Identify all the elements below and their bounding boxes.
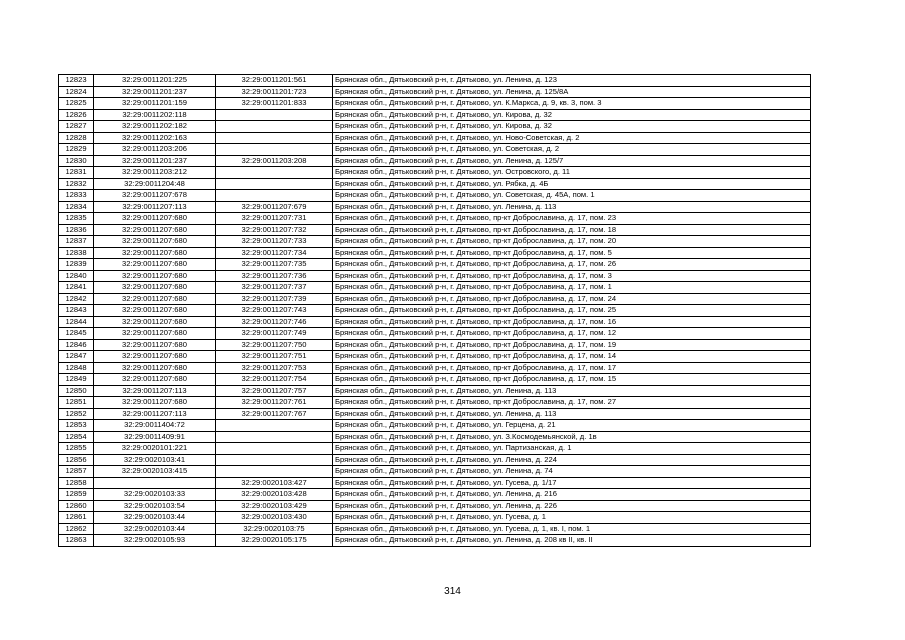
row-number-cell: 12851 bbox=[59, 397, 94, 409]
object-cadastral-number-cell: 32:29:0011207:750 bbox=[216, 339, 333, 351]
cadastral-number-cell: 32:29:0011201:237 bbox=[94, 155, 216, 167]
object-cadastral-number-cell: 32:29:0020103:427 bbox=[216, 477, 333, 489]
table-row bbox=[59, 535, 811, 547]
address-cell: Брянская обл., Дятьковский р-н, г. Дятьково, пр-кт Доброславина, д. 17, пом. 12 bbox=[333, 328, 811, 340]
table-row bbox=[59, 224, 811, 236]
registry-table-body bbox=[59, 75, 811, 547]
table-row bbox=[59, 316, 811, 328]
table-row bbox=[59, 512, 811, 524]
address-cell: Брянская обл., Дятьковский р-н, г. Дятьково, пр-кт Доброславина, д. 17, пом. 15 bbox=[333, 374, 811, 386]
object-cadastral-number-cell: 32:29:0011207:754 bbox=[216, 374, 333, 386]
address-cell: Брянская обл., Дятьковский р-н, г. Дятьково, ул. Ленина, д. 226 bbox=[333, 500, 811, 512]
table-row bbox=[59, 420, 811, 432]
address-cell: Брянская обл., Дятьковский р-н, г. Дятьково, пр-кт Доброславина, д. 17, пом. 5 bbox=[333, 247, 811, 259]
row-number-cell: 12857 bbox=[59, 466, 94, 478]
cadastral-number-cell: 32:29:0011207:680 bbox=[94, 236, 216, 248]
table-row bbox=[59, 167, 811, 179]
object-cadastral-number-cell: 32:29:0020103:430 bbox=[216, 512, 333, 524]
cadastral-number-cell: 32:29:0011207:680 bbox=[94, 397, 216, 409]
cadastral-number-cell: 32:29:0011204:48 bbox=[94, 178, 216, 190]
cadastral-number-cell: 32:29:0011207:680 bbox=[94, 316, 216, 328]
address-cell: Брянская обл., Дятьковский р-н, г. Дятьково, ул. Гусева, д. 1/17 bbox=[333, 477, 811, 489]
cadastral-number-cell: 32:29:0011201:225 bbox=[94, 75, 216, 87]
cadastral-number-cell: 32:29:0011207:680 bbox=[94, 270, 216, 282]
cadastral-number-cell: 32:29:0020103:415 bbox=[94, 466, 216, 478]
address-cell: Брянская обл., Дятьковский р-н, г. Дятьково, пр-кт Доброславина, д. 17, пом. 17 bbox=[333, 362, 811, 374]
row-number-cell: 12859 bbox=[59, 489, 94, 501]
row-number-cell: 12849 bbox=[59, 374, 94, 386]
object-cadastral-number-cell: 32:29:0011207:736 bbox=[216, 270, 333, 282]
table-row bbox=[59, 236, 811, 248]
address-cell: Брянская обл., Дятьковский р-н, г. Дятьково, ул. Кирова, д. 32 bbox=[333, 121, 811, 133]
object-cadastral-number-cell: 32:29:0011207:734 bbox=[216, 247, 333, 259]
table-row bbox=[59, 132, 811, 144]
table-row bbox=[59, 500, 811, 512]
row-number-cell: 12826 bbox=[59, 109, 94, 121]
row-number-cell: 12863 bbox=[59, 535, 94, 547]
object-cadastral-number-cell: 32:29:0011207:743 bbox=[216, 305, 333, 317]
cadastral-number-cell: 32:29:0020103:41 bbox=[94, 454, 216, 466]
object-cadastral-number-cell: 32:29:0011207:767 bbox=[216, 408, 333, 420]
cadastral-number-cell: 32:29:0011207:680 bbox=[94, 328, 216, 340]
object-cadastral-number-cell: 32:29:0011207:732 bbox=[216, 224, 333, 236]
table-row bbox=[59, 431, 811, 443]
address-cell: Брянская обл., Дятьковский р-н, г. Дятьково, пр-кт Доброславина, д. 17, пом. 27 bbox=[333, 397, 811, 409]
cadastral-number-cell: 32:29:0011207:113 bbox=[94, 408, 216, 420]
row-number-cell: 12830 bbox=[59, 155, 94, 167]
table-row bbox=[59, 351, 811, 363]
row-number-cell: 12831 bbox=[59, 167, 94, 179]
cadastral-number-cell: 32:29:0011207:113 bbox=[94, 385, 216, 397]
cadastral-number-cell: 32:29:0020103:44 bbox=[94, 523, 216, 535]
cadastral-number-cell: 32:29:0011207:680 bbox=[94, 247, 216, 259]
cadastral-number-cell: 32:29:0011201:159 bbox=[94, 98, 216, 110]
object-cadastral-number-cell: 32:29:0011207:757 bbox=[216, 385, 333, 397]
cadastral-number-cell: 32:29:0011207:680 bbox=[94, 339, 216, 351]
row-number-cell: 12856 bbox=[59, 454, 94, 466]
row-number-cell: 12841 bbox=[59, 282, 94, 294]
cadastral-number-cell: 32:29:0020103:44 bbox=[94, 512, 216, 524]
address-cell: Брянская обл., Дятьковский р-н, г. Дятьково, пр-кт Доброславина, д. 17, пом. 16 bbox=[333, 316, 811, 328]
row-number-cell: 12834 bbox=[59, 201, 94, 213]
address-cell: Брянская обл., Дятьковский р-н, г. Дятьково, пр-кт Доброславина, д. 17, пом. 1 bbox=[333, 282, 811, 294]
table-row bbox=[59, 328, 811, 340]
table-row bbox=[59, 86, 811, 98]
row-number-cell: 12825 bbox=[59, 98, 94, 110]
object-cadastral-number-cell: 32:29:0020105:175 bbox=[216, 535, 333, 547]
address-cell: Брянская обл., Дятьковский р-н, г. Дятьково, ул. Ленина, д. 74 bbox=[333, 466, 811, 478]
row-number-cell: 12848 bbox=[59, 362, 94, 374]
table-row bbox=[59, 270, 811, 282]
row-number-cell: 12827 bbox=[59, 121, 94, 133]
cadastral-number-cell: 32:29:0011207:678 bbox=[94, 190, 216, 202]
row-number-cell: 12850 bbox=[59, 385, 94, 397]
row-number-cell: 12833 bbox=[59, 190, 94, 202]
table-row bbox=[59, 247, 811, 259]
address-cell: Брянская обл., Дятьковский р-н, г. Дятьково, пр-кт Доброславина, д. 17, пом. 3 bbox=[333, 270, 811, 282]
table-row bbox=[59, 489, 811, 501]
table-row bbox=[59, 443, 811, 455]
cadastral-number-cell: 32:29:0011409:91 bbox=[94, 431, 216, 443]
object-cadastral-number-cell: 32:29:0011207:679 bbox=[216, 201, 333, 213]
address-cell: Брянская обл., Дятьковский р-н, г. Дятьково, ул. Ленина, д. 125/8А bbox=[333, 86, 811, 98]
table-row bbox=[59, 121, 811, 133]
table-row bbox=[59, 98, 811, 110]
object-cadastral-number-cell bbox=[216, 178, 333, 190]
page-number: 314 bbox=[444, 586, 461, 597]
table-row bbox=[59, 109, 811, 121]
row-number-cell: 12844 bbox=[59, 316, 94, 328]
object-cadastral-number-cell: 32:29:0020103:429 bbox=[216, 500, 333, 512]
address-cell: Брянская обл., Дятьковский р-н, г. Дятьково, пр-кт Доброславина, д. 17, пом. 23 bbox=[333, 213, 811, 225]
object-cadastral-number-cell: 32:29:0011207:761 bbox=[216, 397, 333, 409]
address-cell: Брянская обл., Дятьковский р-н, г. Дятьково, ул. Ленина, д. 224 bbox=[333, 454, 811, 466]
table-row bbox=[59, 213, 811, 225]
cadastral-number-cell: 32:29:0011207:680 bbox=[94, 259, 216, 271]
address-cell: Брянская обл., Дятьковский р-н, г. Дятьково, ул. Гусева, д. 1, кв. I, пом. 1 bbox=[333, 523, 811, 535]
cadastral-number-cell: 32:29:0011207:113 bbox=[94, 201, 216, 213]
table-row bbox=[59, 144, 811, 156]
table-row bbox=[59, 408, 811, 420]
address-cell: Брянская обл., Дятьковский р-н, г. Дятьково, ул. Ленина, д. 123 bbox=[333, 75, 811, 87]
table-row bbox=[59, 155, 811, 167]
object-cadastral-number-cell bbox=[216, 454, 333, 466]
row-number-cell: 12837 bbox=[59, 236, 94, 248]
object-cadastral-number-cell: 32:29:0011201:723 bbox=[216, 86, 333, 98]
row-number-cell: 12855 bbox=[59, 443, 94, 455]
cadastral-number-cell: 32:29:0011207:680 bbox=[94, 374, 216, 386]
address-cell: Брянская обл., Дятьковский р-н, г. Дятьково, ул. Ленина, д. 113 bbox=[333, 408, 811, 420]
object-cadastral-number-cell bbox=[216, 431, 333, 443]
row-number-cell: 12829 bbox=[59, 144, 94, 156]
address-cell: Брянская обл., Дятьковский р-н, г. Дятьково, ул. Островского, д. 11 bbox=[333, 167, 811, 179]
row-number-cell: 12852 bbox=[59, 408, 94, 420]
row-number-cell: 12845 bbox=[59, 328, 94, 340]
address-cell: Брянская обл., Дятьковский р-н, г. Дятьково, ул. К.Маркса, д. 9, кв. 3, пом. 3 bbox=[333, 98, 811, 110]
object-cadastral-number-cell bbox=[216, 167, 333, 179]
address-cell: Брянская обл., Дятьковский р-н, г. Дятьково, ул. Ленина, д. 113 bbox=[333, 385, 811, 397]
table-row bbox=[59, 178, 811, 190]
address-cell: Брянская обл., Дятьковский р-н, г. Дятьково, ул. Советская, д. 2 bbox=[333, 144, 811, 156]
object-cadastral-number-cell bbox=[216, 144, 333, 156]
row-number-cell: 12840 bbox=[59, 270, 94, 282]
table-row bbox=[59, 190, 811, 202]
cadastral-number-cell: 32:29:0020101:221 bbox=[94, 443, 216, 455]
address-cell: Брянская обл., Дятьковский р-н, г. Дятьково, ул. Советская, д. 45А, пом. 1 bbox=[333, 190, 811, 202]
object-cadastral-number-cell: 32:29:0020103:75 bbox=[216, 523, 333, 535]
cadastral-number-cell: 32:29:0011207:680 bbox=[94, 351, 216, 363]
object-cadastral-number-cell bbox=[216, 443, 333, 455]
table-row bbox=[59, 259, 811, 271]
object-cadastral-number-cell: 32:29:0011207:735 bbox=[216, 259, 333, 271]
cadastral-number-cell: 32:29:0020103:33 bbox=[94, 489, 216, 501]
row-number-cell: 12838 bbox=[59, 247, 94, 259]
cadastral-number-cell: 32:29:0020105:93 bbox=[94, 535, 216, 547]
object-cadastral-number-cell: 32:29:0011207:737 bbox=[216, 282, 333, 294]
cadastral-number-cell: 32:29:0011404:72 bbox=[94, 420, 216, 432]
address-cell: Брянская обл., Дятьковский р-н, г. Дятьково, пр-кт Доброславина, д. 17, пом. 18 bbox=[333, 224, 811, 236]
cadastral-number-cell bbox=[94, 477, 216, 489]
object-cadastral-number-cell bbox=[216, 466, 333, 478]
row-number-cell: 12854 bbox=[59, 431, 94, 443]
table-row bbox=[59, 385, 811, 397]
object-cadastral-number-cell: 32:29:0011207:751 bbox=[216, 351, 333, 363]
row-number-cell: 12839 bbox=[59, 259, 94, 271]
table-row bbox=[59, 466, 811, 478]
object-cadastral-number-cell bbox=[216, 132, 333, 144]
object-cadastral-number-cell: 32:29:0011207:753 bbox=[216, 362, 333, 374]
address-cell: Брянская обл., Дятьковский р-н, г. Дятьково, пр-кт Доброславина, д. 17, пом. 19 bbox=[333, 339, 811, 351]
table-row bbox=[59, 282, 811, 294]
cadastral-number-cell: 32:29:0011207:680 bbox=[94, 224, 216, 236]
row-number-cell: 12846 bbox=[59, 339, 94, 351]
address-cell: Брянская обл., Дятьковский р-н, г. Дятьково, ул. Партизанская, д. 1 bbox=[333, 443, 811, 455]
address-cell: Брянская обл., Дятьковский р-н, г. Дятьково, ул. Ленина, д. 113 bbox=[333, 201, 811, 213]
row-number-cell: 12862 bbox=[59, 523, 94, 535]
object-cadastral-number-cell: 32:29:0011207:749 bbox=[216, 328, 333, 340]
table-row bbox=[59, 523, 811, 535]
row-number-cell: 12843 bbox=[59, 305, 94, 317]
row-number-cell: 12861 bbox=[59, 512, 94, 524]
address-cell: Брянская обл., Дятьковский р-н, г. Дятьково, ул. Ленина, д. 216 bbox=[333, 489, 811, 501]
table-row bbox=[59, 293, 811, 305]
object-cadastral-number-cell: 32:29:0011207:746 bbox=[216, 316, 333, 328]
cadastral-number-cell: 32:29:0011207:680 bbox=[94, 282, 216, 294]
cadastral-number-cell: 32:29:0011202:182 bbox=[94, 121, 216, 133]
object-cadastral-number-cell bbox=[216, 190, 333, 202]
row-number-cell: 12823 bbox=[59, 75, 94, 87]
cadastral-number-cell: 32:29:0011207:680 bbox=[94, 362, 216, 374]
cadastral-number-cell: 32:29:0011203:212 bbox=[94, 167, 216, 179]
row-number-cell: 12858 bbox=[59, 477, 94, 489]
address-cell: Брянская обл., Дятьковский р-н, г. Дятьково, ул. Герцена, д. 21 bbox=[333, 420, 811, 432]
row-number-cell: 12860 bbox=[59, 500, 94, 512]
cadastral-number-cell: 32:29:0020103:54 bbox=[94, 500, 216, 512]
cadastral-number-cell: 32:29:0011207:680 bbox=[94, 305, 216, 317]
object-cadastral-number-cell bbox=[216, 121, 333, 133]
table-row bbox=[59, 305, 811, 317]
cadastral-number-cell: 32:29:0011207:680 bbox=[94, 213, 216, 225]
table-row bbox=[59, 362, 811, 374]
address-cell: Брянская обл., Дятьковский р-н, г. Дятьково, пр-кт Доброславина, д. 17, пом. 25 bbox=[333, 305, 811, 317]
row-number-cell: 12842 bbox=[59, 293, 94, 305]
row-number-cell: 12835 bbox=[59, 213, 94, 225]
object-cadastral-number-cell bbox=[216, 420, 333, 432]
table-row bbox=[59, 397, 811, 409]
row-number-cell: 12836 bbox=[59, 224, 94, 236]
address-cell: Брянская обл., Дятьковский р-н, г. Дятьково, ул. Гусева, д. 1 bbox=[333, 512, 811, 524]
object-cadastral-number-cell: 32:29:0011203:208 bbox=[216, 155, 333, 167]
object-cadastral-number-cell: 32:29:0011201:833 bbox=[216, 98, 333, 110]
address-cell: Брянская обл., Дятьковский р-н, г. Дятьково, ул. Рябка, д. 4Б bbox=[333, 178, 811, 190]
address-cell: Брянская обл., Дятьковский р-н, г. Дятьково, ул. Ленина, д. 125/7 bbox=[333, 155, 811, 167]
row-number-cell: 12828 bbox=[59, 132, 94, 144]
object-cadastral-number-cell: 32:29:0011207:731 bbox=[216, 213, 333, 225]
object-cadastral-number-cell: 32:29:0011207:733 bbox=[216, 236, 333, 248]
cadastral-number-cell: 32:29:0011207:680 bbox=[94, 293, 216, 305]
address-cell: Брянская обл., Дятьковский р-н, г. Дятьково, ул. Ново-Советская, д. 2 bbox=[333, 132, 811, 144]
object-cadastral-number-cell: 32:29:0020103:428 bbox=[216, 489, 333, 501]
cadastral-number-cell: 32:29:0011202:118 bbox=[94, 109, 216, 121]
address-cell: Брянская обл., Дятьковский р-н, г. Дятьково, ул. Ленина, д. 208 кв II, кв. II bbox=[333, 535, 811, 547]
cadastral-number-cell: 32:29:0011202:163 bbox=[94, 132, 216, 144]
address-cell: Брянская обл., Дятьковский р-н, г. Дятьково, пр-кт Доброславина, д. 17, пом. 26 bbox=[333, 259, 811, 271]
table-row bbox=[59, 374, 811, 386]
table-row bbox=[59, 201, 811, 213]
table-row bbox=[59, 339, 811, 351]
cadastral-number-cell: 32:29:0011201:237 bbox=[94, 86, 216, 98]
address-cell: Брянская обл., Дятьковский р-н, г. Дятьково, пр-кт Доброславина, д. 17, пом. 24 bbox=[333, 293, 811, 305]
registry-table bbox=[58, 74, 811, 547]
table-row bbox=[59, 454, 811, 466]
table-row bbox=[59, 477, 811, 489]
row-number-cell: 12824 bbox=[59, 86, 94, 98]
address-cell: Брянская обл., Дятьковский р-н, г. Дятьково, ул. Кирова, д. 32 bbox=[333, 109, 811, 121]
address-cell: Брянская обл., Дятьковский р-н, г. Дятьково, пр-кт Доброславина, д. 17, пом. 14 bbox=[333, 351, 811, 363]
object-cadastral-number-cell: 32:29:0011207:739 bbox=[216, 293, 333, 305]
table-row bbox=[59, 75, 811, 87]
address-cell: Брянская обл., Дятьковский р-н, г. Дятьково, пр-кт Доброславина, д. 17, пом. 20 bbox=[333, 236, 811, 248]
row-number-cell: 12847 bbox=[59, 351, 94, 363]
cadastral-number-cell: 32:29:0011203:206 bbox=[94, 144, 216, 156]
row-number-cell: 12832 bbox=[59, 178, 94, 190]
object-cadastral-number-cell bbox=[216, 109, 333, 121]
address-cell: Брянская обл., Дятьковский р-н, г. Дятьково, ул. З.Космодемьянской, д. 1в bbox=[333, 431, 811, 443]
object-cadastral-number-cell: 32:29:0011201:561 bbox=[216, 75, 333, 87]
row-number-cell: 12853 bbox=[59, 420, 94, 432]
